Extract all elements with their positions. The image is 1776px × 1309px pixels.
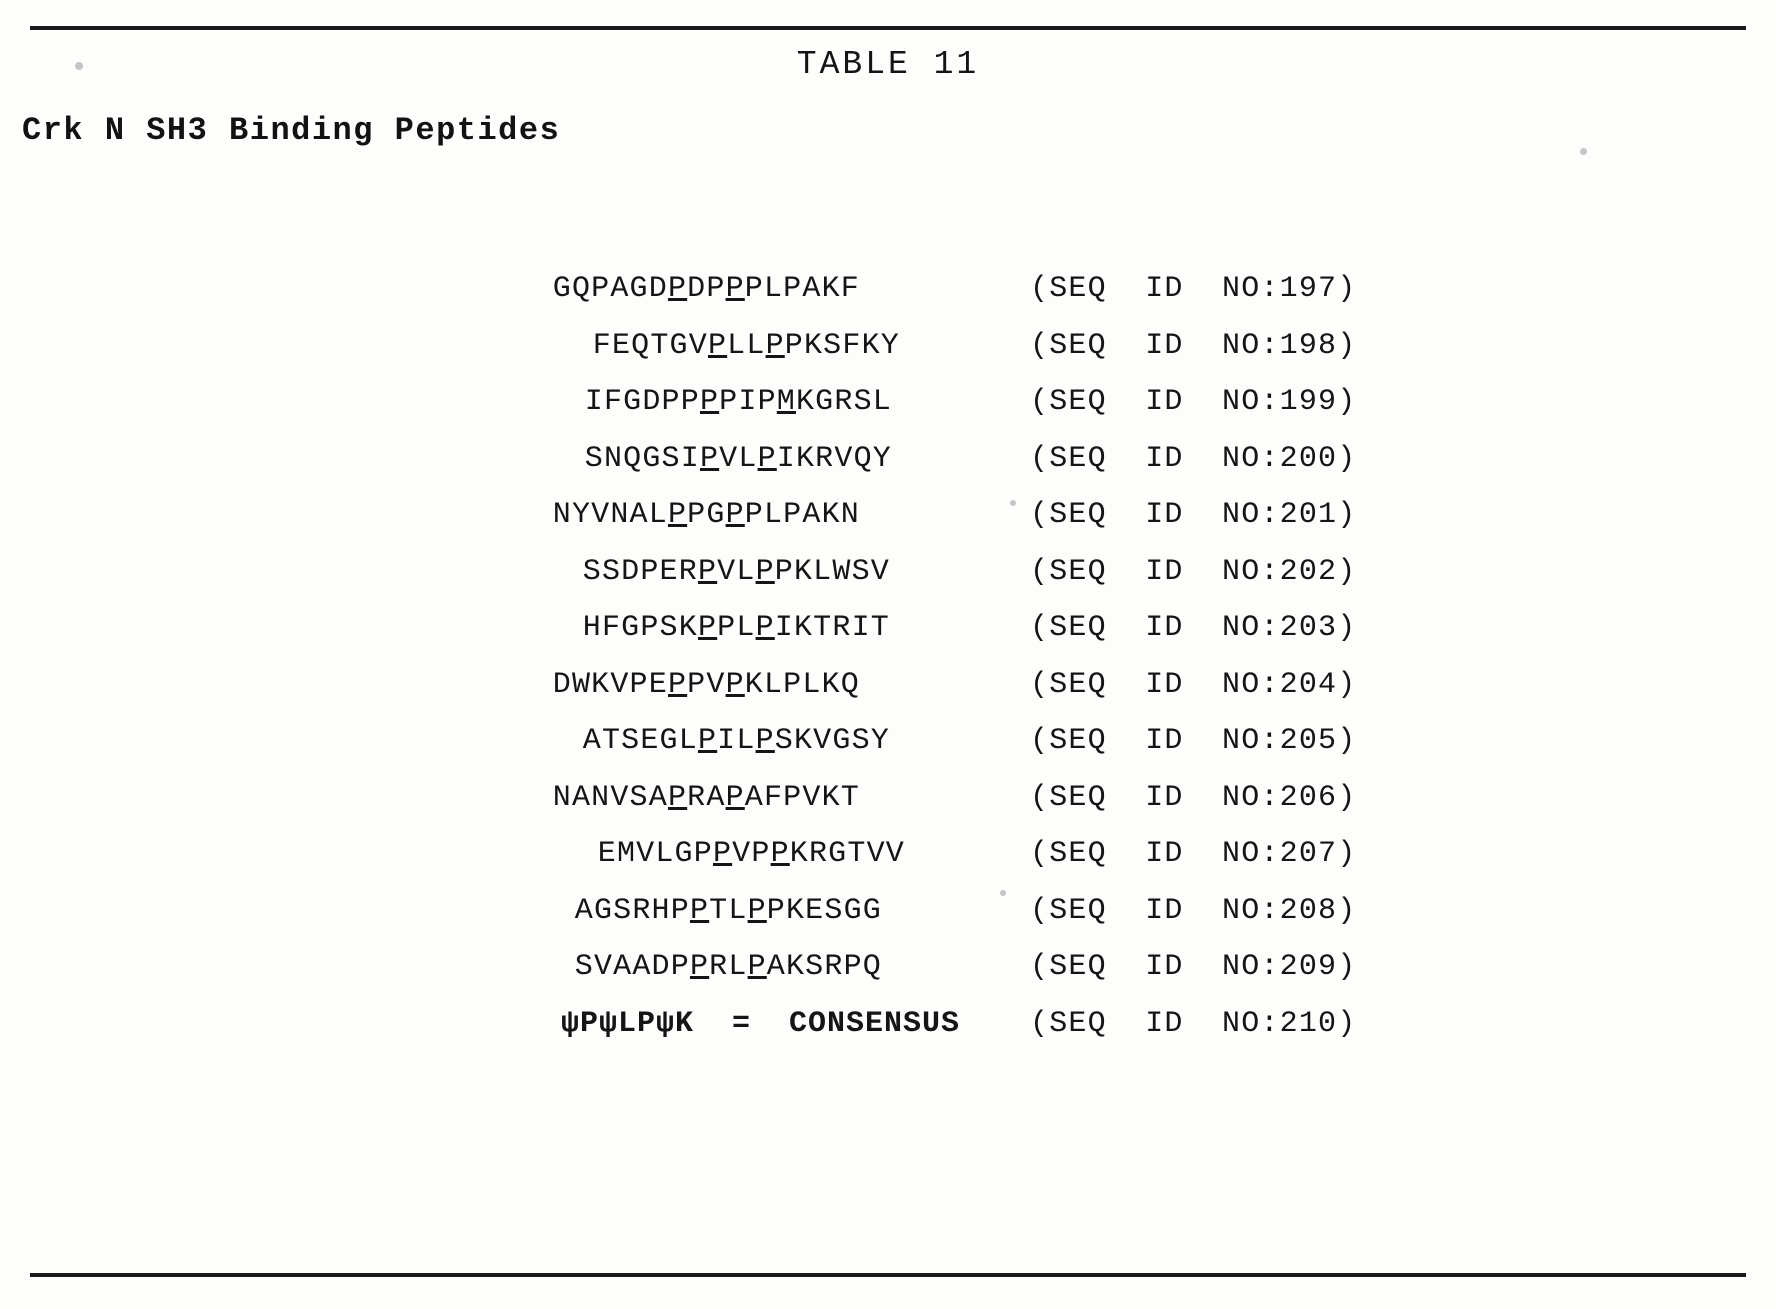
peptide-sequence: NYVNALPPGPPLPAKN [552, 498, 860, 532]
peptide-sequence: ATSEGLPILPSKVGSY [582, 724, 890, 758]
table-row [0, 272, 1776, 329]
peptide-sequence: HFGPSKPPLPIKTRIT [582, 611, 890, 645]
table-row [0, 611, 1776, 668]
scan-speck [75, 62, 83, 70]
table-row [0, 668, 1776, 725]
peptide-sequence: SNQGSIPVLPIKRVQY [584, 441, 892, 476]
peptide-sequence: SVAADPPRLPAKSRPQ [574, 950, 882, 984]
seq-id-label: (SEQ ID NO:197) [1030, 272, 1357, 306]
peptide-sequence: SSDPERPVLPPKLWSV [582, 554, 890, 589]
seq-id-label: (SEQ ID NO:208) [1030, 893, 1357, 928]
peptide-sequence: DWKVPEPPVPKLPLKQ [552, 667, 860, 702]
seq-id-label: (SEQ ID NO:200) [1030, 441, 1357, 476]
table-row [0, 498, 1776, 555]
table-label: TABLE 11 [796, 46, 980, 83]
seq-id-label: (SEQ ID NO:210) [1030, 1006, 1357, 1041]
seq-id-label: (SEQ ID NO:199) [1030, 385, 1357, 419]
peptide-sequence: NANVSAPRAPAFPVKT [552, 780, 860, 815]
scan-speck [1580, 148, 1587, 155]
seq-id-label: (SEQ ID NO:204) [1030, 667, 1357, 702]
scan-speck [1000, 890, 1006, 896]
seq-id-label: (SEQ ID NO:201) [1030, 498, 1357, 532]
seq-id-label: (SEQ ID NO:202) [1030, 554, 1357, 589]
table-row [0, 555, 1776, 612]
bottom-rule [30, 1273, 1746, 1277]
peptide-sequence: FEQTGVPLLPPKSFKY [592, 328, 900, 363]
table-row [0, 724, 1776, 781]
seq-id-label: (SEQ ID NO:209) [1030, 950, 1357, 984]
peptide-sequence: AGSRHPPTLPPKESGG [574, 893, 882, 928]
table-row [0, 385, 1776, 442]
table-row [0, 781, 1776, 838]
consensus-sequence: ψPψLPψK = CONSENSUS [560, 1006, 960, 1041]
scan-speck [1010, 500, 1016, 506]
peptide-sequence: GQPAGDPDPPPLPAKF [552, 272, 860, 306]
sequence-list [0, 272, 1776, 1063]
seq-id-label: (SEQ ID NO:205) [1030, 724, 1357, 758]
seq-id-label: (SEQ ID NO:207) [1030, 837, 1357, 871]
seq-id-label: (SEQ ID NO:206) [1030, 780, 1357, 815]
table-row [0, 442, 1776, 499]
seq-id-label: (SEQ ID NO:198) [1030, 328, 1357, 363]
consensus-row [0, 1007, 1776, 1064]
table-row [0, 329, 1776, 386]
peptide-sequence: IFGDPPPPIPMKGRSL [584, 385, 892, 419]
table-subtitle: Crk N SH3 Binding Peptides [22, 112, 561, 149]
table-row [0, 950, 1776, 1007]
top-rule [30, 26, 1746, 30]
table-row [0, 894, 1776, 951]
peptide-sequence: EMVLGPPVPPKRGTVV [597, 837, 905, 871]
table-row [0, 837, 1776, 894]
seq-id-label: (SEQ ID NO:203) [1030, 611, 1357, 645]
